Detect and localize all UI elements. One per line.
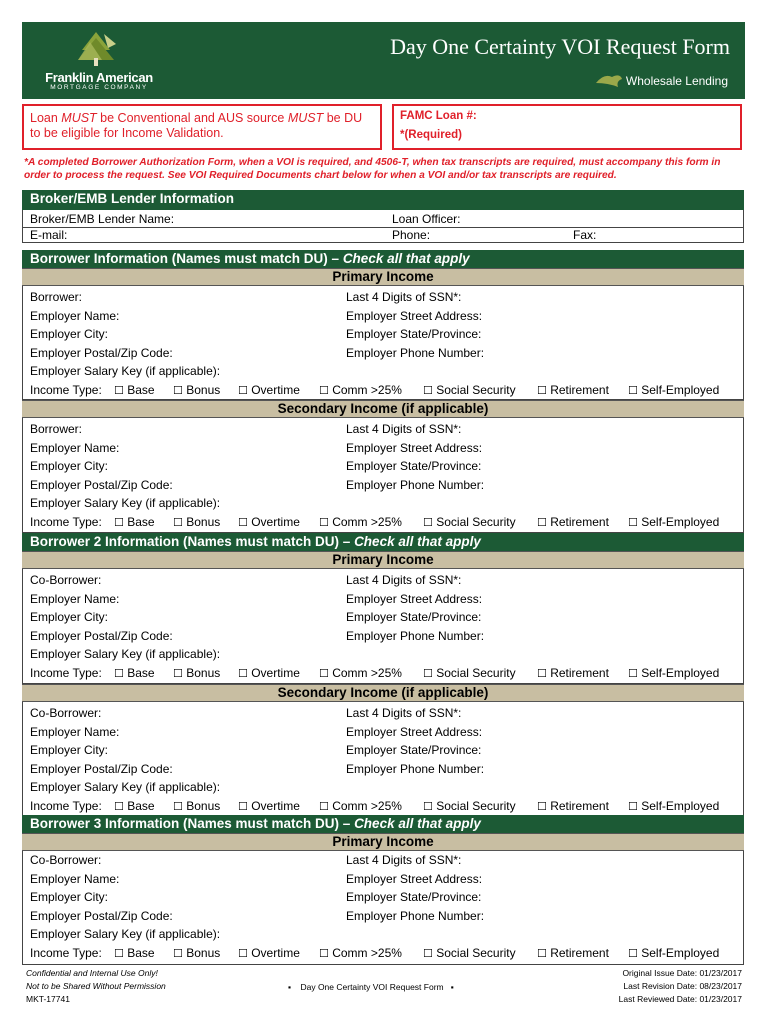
borrower3-primary-employer-phone-label: Employer Phone Number: xyxy=(346,908,485,923)
borrower2-secondary-employer-name-label: Employer Name: xyxy=(30,724,120,739)
borrower1-secondary-employer-zip-label: Employer Postal/Zip Code: xyxy=(30,477,173,492)
income-option-label: Overtime xyxy=(251,514,300,529)
borrower2-primary-borrower-name-label: Co-Borrower: xyxy=(30,573,102,587)
checkbox-icon[interactable]: ☐ xyxy=(628,946,638,960)
borrower2-secondary-income-option[interactable] xyxy=(537,799,609,813)
borrower3-section-header-title: Borrower 3 Information (Names must match DU) – xyxy=(30,816,355,831)
income-option-label: Social Security xyxy=(436,382,516,397)
borrower3-primary-income-option[interactable] xyxy=(173,946,220,960)
borrower2-secondary-employer-phone-label: Employer Phone Number: xyxy=(346,761,485,776)
borrower1-primary-salary-key-label: Employer Salary Key (if applicable): xyxy=(30,364,221,378)
borrower2-primary-employer-state-label: Employer State/Province: xyxy=(346,610,482,624)
footer-issue-date: Original Issue Date: 01/23/2017 xyxy=(622,968,742,978)
borrower2-primary-employer-zip-label: Employer Postal/Zip Code: xyxy=(30,628,173,643)
borrower2-secondary-income-option[interactable] xyxy=(114,799,155,813)
borrower2-primary-employer-street-label: Employer Street Address: xyxy=(346,591,483,606)
checkbox-icon[interactable]: ☐ xyxy=(319,515,329,529)
borrower3-primary-employer-city-label: Employer City: xyxy=(30,890,109,904)
borrower1-section-header xyxy=(22,250,744,268)
borrower1-secondary-income-option[interactable] xyxy=(537,515,609,529)
borrower2-primary-income-option[interactable] xyxy=(319,666,402,680)
borrower3-primary-income-type-label: Income Type: xyxy=(30,945,102,960)
borrower2-primary-income-option[interactable] xyxy=(423,666,516,680)
checkbox-icon[interactable]: ☐ xyxy=(628,666,638,680)
loan-officer-label: Loan Officer: xyxy=(392,212,461,226)
checkbox-icon[interactable]: ☐ xyxy=(114,515,124,529)
checkbox-icon[interactable]: ☐ xyxy=(423,666,433,680)
borrower2-primary-employer-city-label: Employer City: xyxy=(30,610,109,624)
borrower3-primary-income-option[interactable] xyxy=(423,946,516,960)
borrower1-primary-employer-zip-label: Employer Postal/Zip Code: xyxy=(30,345,173,360)
borrower1-secondary-borrower-name-label: Borrower: xyxy=(30,422,83,436)
income-option-label: Comm >25% xyxy=(332,945,402,960)
borrower1-secondary-employer-name-label: Employer Name: xyxy=(30,440,120,455)
income-option-label: Bonus xyxy=(186,382,221,397)
footer-reviewed-date: Last Reviewed Date: 01/23/2017 xyxy=(618,994,742,1004)
income-option-label: Self-Employed xyxy=(641,665,720,680)
borrower1-secondary-employer-state-label: Employer State/Province: xyxy=(346,459,482,473)
email-label: E-mail: xyxy=(30,228,68,242)
borrower2-primary-ssn-label: Last 4 Digits of SSN*: xyxy=(346,573,462,587)
borrower2-secondary-income-option[interactable] xyxy=(628,799,719,813)
checkbox-icon[interactable]: ☐ xyxy=(173,666,183,680)
income-option-label: Comm >25% xyxy=(332,514,402,529)
borrower2-secondary-ssn-label: Last 4 Digits of SSN*: xyxy=(346,706,462,720)
borrower3-primary-borrower-name-label: Co-Borrower: xyxy=(30,853,102,867)
tree-logo-icon xyxy=(68,30,124,68)
borrower3-primary-income-option[interactable] xyxy=(114,946,155,960)
borrower1-primary-income-option[interactable] xyxy=(628,383,719,397)
checkbox-icon[interactable]: ☐ xyxy=(238,515,248,529)
borrower2-secondary-borrower-name-label: Co-Borrower: xyxy=(30,706,102,720)
borrower1-secondary-income-type-label: Income Type: xyxy=(30,514,102,529)
borrower1-primary-income-option[interactable] xyxy=(114,383,155,397)
eligibility-notice: Loan MUST be Conventional and AUS source MUST be DU to be eligible for Income Validation. xyxy=(30,111,363,140)
borrower1-primary-income-type-label: Income Type: xyxy=(30,382,102,397)
famc-loan-label: FAMC Loan #: xyxy=(400,110,477,122)
borrower2-section-header xyxy=(22,533,744,551)
borrower2-section-header-check-all: Check all that apply xyxy=(354,534,481,549)
borrower1-secondary-income-option[interactable] xyxy=(114,515,155,529)
borrower1-primary-employer-name-label: Employer Name: xyxy=(30,308,120,323)
checkbox-icon[interactable]: ☐ xyxy=(537,666,547,680)
income-option-label: Retirement xyxy=(550,382,609,397)
income-option-label: Base xyxy=(127,514,155,529)
brand-name: Franklin American xyxy=(45,70,153,85)
checkbox-icon[interactable]: ☐ xyxy=(238,383,248,397)
income-option-label: Overtime xyxy=(251,665,300,680)
borrower3-primary-ssn-label: Last 4 Digits of SSN*: xyxy=(346,853,462,867)
borrower1-primary-income-header: Primary Income xyxy=(22,268,744,286)
borrower1-secondary-income-option[interactable] xyxy=(423,515,516,529)
checkbox-icon[interactable]: ☐ xyxy=(537,383,547,397)
famc-loan-required: *(Required) xyxy=(400,129,462,141)
borrower2-primary-salary-key-label: Employer Salary Key (if applicable): xyxy=(30,647,221,661)
borrower2-secondary-income-option[interactable] xyxy=(423,799,516,813)
income-option-label: Base xyxy=(127,798,155,813)
borrower2-primary-employer-phone-label: Employer Phone Number: xyxy=(346,628,485,643)
borrower1-secondary-income-option[interactable] xyxy=(173,515,220,529)
borrower1-secondary-employer-street-label: Employer Street Address: xyxy=(346,440,483,455)
borrower1-secondary-income-option[interactable] xyxy=(319,515,402,529)
checkbox-icon[interactable]: ☐ xyxy=(319,799,329,813)
borrower2-secondary-income-header: Secondary Income (if applicable) xyxy=(22,684,744,702)
borrower2-secondary-income-option[interactable] xyxy=(238,799,300,813)
borrower1-primary-borrower-name-label: Borrower: xyxy=(30,290,83,304)
income-option-label: Social Security xyxy=(436,514,516,529)
income-option-label: Bonus xyxy=(186,514,221,529)
borrower1-secondary-employer-city-label: Employer City: xyxy=(30,459,109,473)
checkbox-icon[interactable]: ☐ xyxy=(537,515,547,529)
checkbox-icon[interactable]: ☐ xyxy=(537,799,547,813)
borrower3-primary-employer-name-label: Employer Name: xyxy=(30,871,120,886)
income-option-label: Social Security xyxy=(436,665,516,680)
borrower2-secondary-income-type-label: Income Type: xyxy=(30,798,102,813)
borrower3-primary-income-option[interactable] xyxy=(537,946,609,960)
checkbox-icon[interactable]: ☐ xyxy=(173,515,183,529)
footer-mkt-code: MKT-17741 xyxy=(26,994,70,1004)
fax-label: Fax: xyxy=(573,228,597,242)
borrower3-section-header-check-all: Check all that apply xyxy=(354,816,481,831)
borrower3-primary-employer-state-label: Employer State/Province: xyxy=(346,890,482,904)
checkbox-icon[interactable]: ☐ xyxy=(628,515,638,529)
income-option-label: Base xyxy=(127,945,155,960)
footer-center: ▪ Day One Certainty VOI Request Form ▪ xyxy=(288,982,454,992)
income-option-label: Overtime xyxy=(251,382,300,397)
checkbox-icon[interactable]: ☐ xyxy=(423,515,433,529)
broker-divider xyxy=(22,227,744,228)
income-option-label: Bonus xyxy=(186,945,221,960)
borrower2-primary-employer-name-label: Employer Name: xyxy=(30,591,120,606)
borrower1-secondary-income-option[interactable] xyxy=(238,515,300,529)
borrower1-primary-ssn-label: Last 4 Digits of SSN*: xyxy=(346,290,462,304)
borrower2-secondary-employer-state-label: Employer State/Province: xyxy=(346,743,482,757)
checkbox-icon[interactable]: ☐ xyxy=(628,799,638,813)
borrower1-section-header-check-all: Check all that apply xyxy=(342,251,470,266)
borrower2-primary-income-option[interactable] xyxy=(114,666,155,680)
income-option-label: Bonus xyxy=(186,798,221,813)
broker-section-title: Broker/EMB Lender Information xyxy=(30,191,235,206)
borrower2-secondary-income-option[interactable] xyxy=(319,799,402,813)
checkbox-icon[interactable]: ☐ xyxy=(319,946,329,960)
borrower1-primary-employer-state-label: Employer State/Province: xyxy=(346,327,482,341)
borrower3-primary-salary-key-label: Employer Salary Key (if applicable): xyxy=(30,927,221,941)
footer-not-shared: Not to be Shared Without Permission xyxy=(26,981,166,991)
footer-form-name: Day One Certainty VOI Request Form xyxy=(300,982,444,992)
income-option-label: Social Security xyxy=(436,798,516,813)
checkbox-icon[interactable]: ☐ xyxy=(114,666,124,680)
income-option-label: Retirement xyxy=(550,665,609,680)
checkbox-icon[interactable]: ☐ xyxy=(423,946,433,960)
checkbox-icon[interactable]: ☐ xyxy=(319,383,329,397)
checkbox-icon[interactable]: ☐ xyxy=(628,383,638,397)
borrower1-secondary-employer-phone-label: Employer Phone Number: xyxy=(346,477,485,492)
borrower1-primary-income-option[interactable] xyxy=(423,383,516,397)
borrower3-primary-income-option[interactable] xyxy=(238,946,300,960)
form-title: Day One Certainty VOI Request Form xyxy=(390,34,730,59)
borrower2-secondary-employer-street-label: Employer Street Address: xyxy=(346,724,483,739)
wholesale-lending-label: Wholesale Lending xyxy=(625,74,728,88)
income-option-label: Base xyxy=(127,665,155,680)
borrower2-primary-income-header: Primary Income xyxy=(22,551,744,569)
borrower1-secondary-income-option[interactable] xyxy=(628,515,719,529)
checkbox-icon[interactable]: ☐ xyxy=(238,799,248,813)
checkbox-icon[interactable]: ☐ xyxy=(173,946,183,960)
borrower3-primary-income-option[interactable] xyxy=(319,946,402,960)
income-option-label: Self-Employed xyxy=(641,382,720,397)
borrower2-secondary-income-option[interactable] xyxy=(173,799,220,813)
borrower1-primary-income-option[interactable] xyxy=(173,383,220,397)
income-option-label: Comm >25% xyxy=(332,665,402,680)
authorization-note: *A completed Borrower Authorization Form, when a VOI is required, and 4506-T, when tax transcripts are required, must accompany this form in order to process the request. See VOI Required Documents chart below for when a VOI and/or tax transcripts are required. xyxy=(24,157,721,181)
borrower2-primary-income-option[interactable] xyxy=(628,666,719,680)
income-option-label: Social Security xyxy=(436,945,516,960)
checkbox-icon[interactable]: ☐ xyxy=(114,383,124,397)
borrower2-primary-income-type-label: Income Type: xyxy=(30,665,102,680)
borrower2-secondary-salary-key-label: Employer Salary Key (if applicable): xyxy=(30,780,221,794)
checkbox-icon[interactable]: ☐ xyxy=(238,946,248,960)
borrower2-primary-income-option[interactable] xyxy=(173,666,220,680)
checkbox-icon[interactable]: ☐ xyxy=(423,383,433,397)
income-option-label: Retirement xyxy=(550,945,609,960)
borrower3-primary-income-header: Primary Income xyxy=(22,833,744,851)
checkbox-icon[interactable]: ☐ xyxy=(423,799,433,813)
footer-revision-date: Last Revision Date: 08/23/2017 xyxy=(623,981,742,991)
checkbox-icon[interactable]: ☐ xyxy=(114,946,124,960)
borrower1-primary-employer-phone-label: Employer Phone Number: xyxy=(346,345,485,360)
borrower3-section-header xyxy=(22,815,744,833)
income-option-label: Self-Employed xyxy=(641,514,720,529)
checkbox-icon[interactable]: ☐ xyxy=(537,946,547,960)
checkbox-icon[interactable]: ☐ xyxy=(319,666,329,680)
income-option-label: Overtime xyxy=(251,945,300,960)
footer-confidential: Confidential and Internal Use Only! xyxy=(26,968,158,978)
income-option-label: Bonus xyxy=(186,665,221,680)
income-option-label: Retirement xyxy=(550,514,609,529)
borrower3-primary-employer-zip-label: Employer Postal/Zip Code: xyxy=(30,908,173,923)
borrower2-secondary-employer-zip-label: Employer Postal/Zip Code: xyxy=(30,761,173,776)
income-option-label: Self-Employed xyxy=(641,798,720,813)
borrower1-primary-employer-street-label: Employer Street Address: xyxy=(346,308,483,323)
borrower3-primary-employer-street-label: Employer Street Address: xyxy=(346,871,483,886)
checkbox-icon[interactable]: ☐ xyxy=(173,799,183,813)
income-option-label: Overtime xyxy=(251,798,300,813)
phone-label: Phone: xyxy=(392,228,431,242)
borrower1-primary-income-option[interactable] xyxy=(238,383,300,397)
income-option-label: Retirement xyxy=(550,798,609,813)
borrower1-primary-income-option[interactable] xyxy=(319,383,402,397)
income-option-label: Comm >25% xyxy=(332,382,402,397)
checkbox-icon[interactable]: ☐ xyxy=(114,799,124,813)
income-option-label: Comm >25% xyxy=(332,798,402,813)
borrower1-primary-employer-city-label: Employer City: xyxy=(30,327,109,341)
borrower1-secondary-income-header: Secondary Income (if applicable) xyxy=(22,400,744,418)
borrower1-secondary-ssn-label: Last 4 Digits of SSN*: xyxy=(346,422,462,436)
income-option-label: Base xyxy=(127,382,155,397)
broker-section-header xyxy=(22,190,744,210)
borrower1-primary-income-option[interactable] xyxy=(537,383,609,397)
income-option-label: Self-Employed xyxy=(641,945,720,960)
checkbox-icon[interactable]: ☐ xyxy=(238,666,248,680)
broker-lender-name-label: Broker/EMB Lender Name: xyxy=(30,212,175,226)
borrower2-section-header-title: Borrower 2 Information (Names must match DU) – xyxy=(30,534,355,549)
borrower2-secondary-employer-city-label: Employer City: xyxy=(30,743,109,757)
brand-subtitle: MORTGAGE COMPANY xyxy=(50,84,148,91)
borrower2-primary-income-option[interactable] xyxy=(537,666,609,680)
borrower2-primary-income-option[interactable] xyxy=(238,666,300,680)
borrower1-secondary-salary-key-label: Employer Salary Key (if applicable): xyxy=(30,496,221,510)
borrower1-section-header-title: Borrower Information (Names must match DU) – xyxy=(30,251,343,266)
borrower3-primary-income-option[interactable] xyxy=(628,946,719,960)
checkbox-icon[interactable]: ☐ xyxy=(173,383,183,397)
